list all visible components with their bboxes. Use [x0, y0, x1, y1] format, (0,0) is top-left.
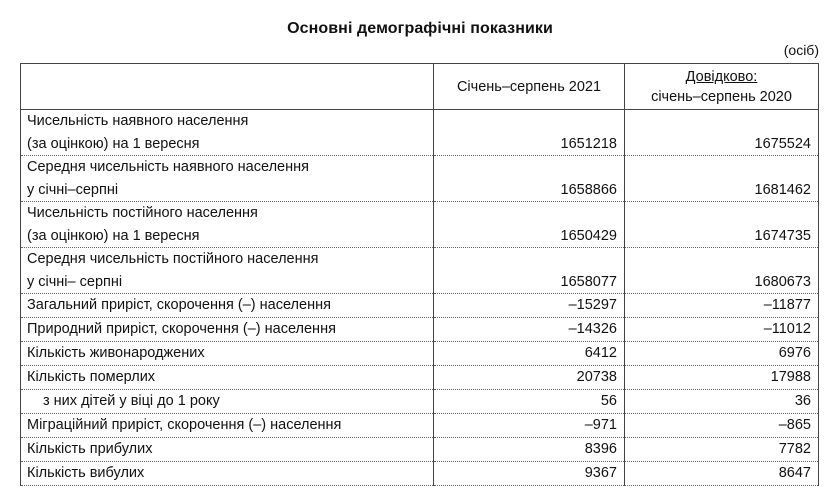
- row-label: з них дітей у віці до 1 року: [21, 390, 434, 414]
- header-col-2020: [625, 64, 819, 110]
- value-2021: 1651218: [434, 110, 625, 156]
- value-2020: 17988: [625, 366, 819, 390]
- header-reference-label: Довідково:: [685, 68, 758, 85]
- header-label-cell: [21, 64, 434, 110]
- value-2021: 8396: [434, 438, 625, 462]
- table-row: [21, 390, 819, 414]
- table-header: [21, 64, 819, 110]
- value-2021: 6412: [434, 342, 625, 366]
- header-col-2021-label: Січень–серпень 2021: [456, 78, 602, 95]
- value-2020: –11877: [625, 294, 819, 318]
- table-row: [21, 462, 819, 486]
- row-label: Загальний приріст, скорочення (–) населення: [21, 294, 434, 318]
- table-row: [21, 294, 819, 318]
- value-2020: 1680673: [625, 248, 819, 294]
- value-2021: 1658866: [434, 156, 625, 202]
- value-2020: 1681462: [625, 156, 819, 202]
- value-2021: 1658077: [434, 248, 625, 294]
- header-col-2021: [434, 64, 625, 110]
- table-row: [21, 202, 819, 248]
- value-2021: –971: [434, 414, 625, 438]
- value-2020: 8647: [625, 462, 819, 486]
- row-label: Природний приріст, скорочення (–) населення: [21, 318, 434, 342]
- table-row: [21, 414, 819, 438]
- value-2020: 36: [625, 390, 819, 414]
- row-label: Міграційний приріст, скорочення (–) населення: [21, 414, 434, 438]
- value-2021: 1650429: [434, 202, 625, 248]
- value-2021: 20738: [434, 366, 625, 390]
- value-2020: 1674735: [625, 202, 819, 248]
- table-row: [21, 156, 819, 202]
- value-2020: 6976: [625, 342, 819, 366]
- table-row: [21, 318, 819, 342]
- value-2020: –11012: [625, 318, 819, 342]
- value-2021: 56: [434, 390, 625, 414]
- row-label: Середня чисельність постійного населення у січні– серпні: [21, 248, 434, 294]
- value-2020: 1675524: [625, 110, 819, 156]
- table-row: [21, 248, 819, 294]
- table-body: [21, 110, 819, 486]
- row-label: Кількість померлих: [21, 366, 434, 390]
- table-row: [21, 110, 819, 156]
- table-row: [21, 342, 819, 366]
- header-col-2020-label: січень–серпень 2020: [651, 88, 792, 105]
- demographics-table: [20, 63, 819, 486]
- value-2020: 7782: [625, 438, 819, 462]
- value-2021: –14326: [434, 318, 625, 342]
- row-label: Кількість вибулих: [21, 462, 434, 486]
- row-label: Середня чисельність наявного населення у січні–серпні: [21, 156, 434, 202]
- row-label: Чисельність постійного населення (за оцінкою) на 1 вересня: [21, 202, 434, 248]
- units-label: (осіб): [783, 42, 819, 58]
- row-label: Кількість прибулих: [21, 438, 434, 462]
- row-label: Чисельність наявного населення (за оцінкою) на 1 вересня: [21, 110, 434, 156]
- value-2021: 9367: [434, 462, 625, 486]
- header-row: [21, 64, 819, 110]
- value-2021: –15297: [434, 294, 625, 318]
- table-row: [21, 366, 819, 390]
- row-label: Кількість живонароджених: [21, 342, 434, 366]
- value-2020: –865: [625, 414, 819, 438]
- page-title: Основні демографічні показники: [287, 20, 553, 37]
- table-row: [21, 438, 819, 462]
